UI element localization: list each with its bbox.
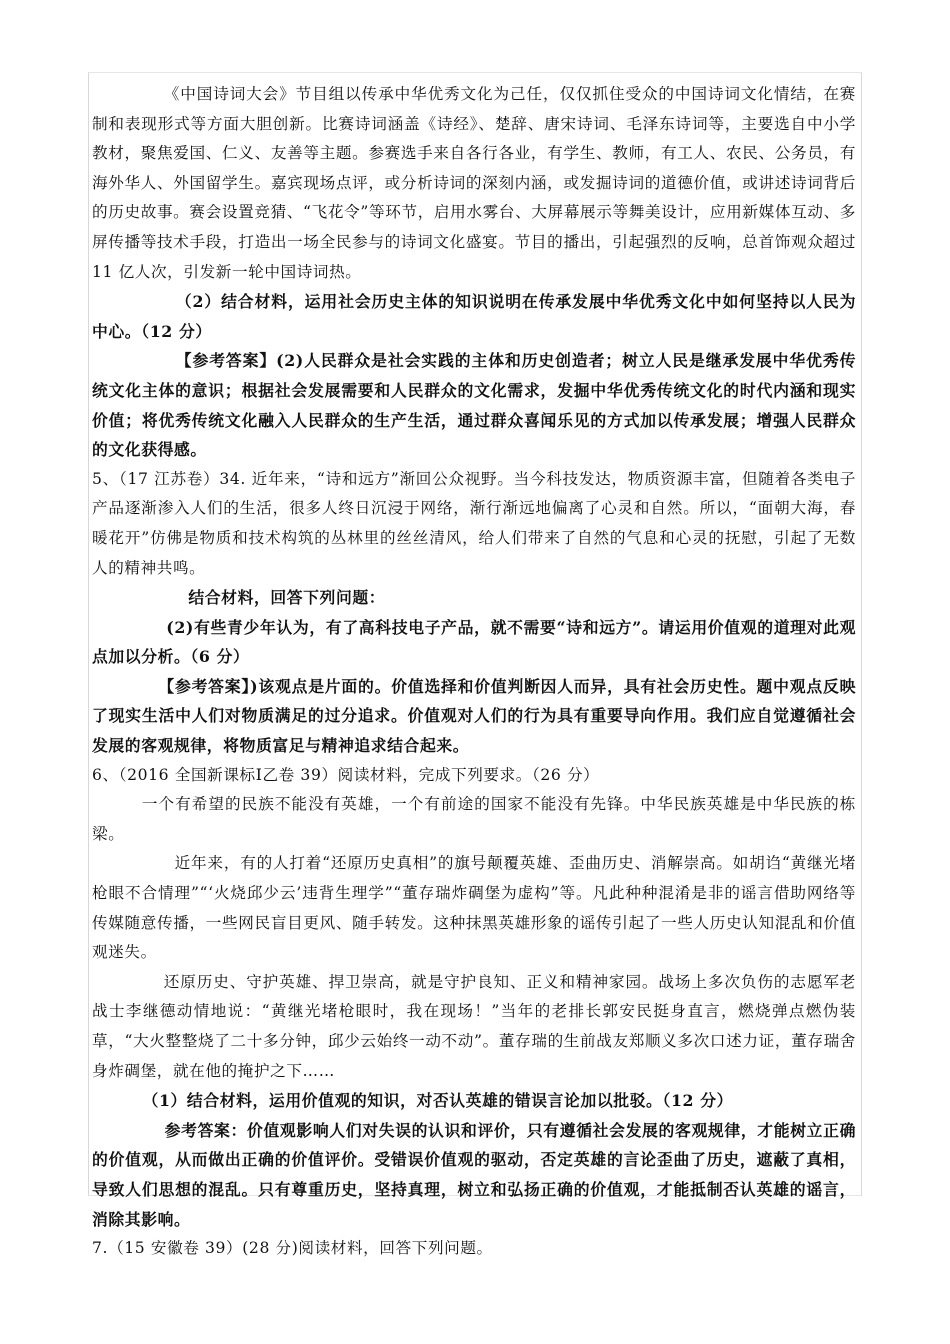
question-7-header: 7.（15 安徽卷 39）(28 分)阅读材料，回答下列问题。 bbox=[92, 1239, 493, 1258]
question-2: （2）结合材料，运用社会历史主体的知识说明在传承发展中华优秀文化中如何坚持以人民为中心。（12 分） bbox=[92, 292, 856, 341]
document-body bbox=[92, 80, 856, 1264]
question-5-material: 5、（17 江苏卷）34. 近年来，“诗和远方”渐回公众视野。当今科技发达，物质资源丰富，但随着各类电子产品逐渐渗入人们的生活，很多人终日沉浸于网络，渐行渐远地偏离了心灵和自然。所以，“面朝大海，春暖花开”仿佛是物质和技术构筑的丛林里的丝丝清风，给人们带来了自然的气息和心灵的抚慰，引起了无数人的精神共鸣。 bbox=[92, 469, 856, 577]
question-6-material-3: 还原历史、守护英雄、捍卫崇高，就是守护良知、正义和精神家园。战场上多次负伤的志愿军老战士李继德动情地说：“黄继光堵枪眼时，我在现场！”当年的老排长郭安民挺身直言，燃烧弹点燃伪装草，“大火整整烧了二十多分钟，邱少云始终一动不动”。董存瑞的生前战友郑顺义多次口述力证，董存瑞舍身炸碉堡，就在他的掩护之下…… bbox=[92, 972, 856, 1080]
question-5-sub2: (2)有些青少年认为，有了高科技电子产品，就不需要“诗和远方”。请运用价值观的道理对此观点加以分析。（6 分） bbox=[92, 617, 856, 667]
answer-5: 【参考答案】)该观点是片面的。价值选择和价值判断因人而异，具有社会历史性。题中观点反映了现实生活中人们对物质满足的过分追求。价值观对人们的行为具有重要导向作用。我们应自觉遵循社会发展的客观规律，将物质富足与精神追求结合起来。 bbox=[92, 676, 856, 756]
question-6-header: 6、（2016 全国新课标Ⅰ乙卷 39）阅读材料，完成下列要求。（26 分） bbox=[92, 765, 600, 784]
question-6-sub1: （1）结合材料，运用价值观的知识，对否认英雄的错误言论加以批驳。（12 分） bbox=[142, 1091, 734, 1111]
answer-2: 【参考答案】(2)人民群众是社会实践的主体和历史创造者；树立人民是继承发展中华优秀传统文化主体的意识；根据社会发展需要和人民群众的文化需求，发掘中华优秀传统文化的时代内涵和现实价值；将优秀传统文化融入人民群众的生产生活，通过群众喜闻乐见的方式加以传承发展；增强人民群众的文化获得感。 bbox=[92, 351, 856, 460]
answer-6: 参考答案：价值观影响人们对失误的认识和评价，只有遵循社会发展的客观规律，才能树立正确的价值观，从而做出正确的价值评价。受错误价值观的驱动，否定英雄的言论歪曲了历史，遮蔽了真相，导致人们思想的混乱。只有尊重历史，坚持真理，树立和弘扬正确的价值观，才能抵制否认英雄的谣言，消除其影响。 bbox=[92, 1120, 856, 1229]
question-6-material-2: 近年来，有的人打着“还原历史真相”的旗号颠覆英雄、歪曲历史、消解崇高。如胡诌“黄继光堵枪眼不合情理”“‘火烧邱少云’违背生理学”“董存瑞炸碉堡为虚构”等。凡此种种混淆是非的谣言借助网络等传媒随意传播，一些网民盲目更风、随手转发。这种抹黑英雄形象的谣传引起了一些人历史认知混乱和价值观迷失。 bbox=[92, 854, 856, 962]
material-paragraph: 《中国诗词大会》节目组以传承中华优秀文化为己任，仅仅抓住受众的中国诗词文化情结，在赛制和表现形式等方面大胆创新。比赛诗词涵盖《诗经》、楚辞、唐宋诗词、毛泽东诗词等，主要选自中小学教材，聚焦爱国、仁义、友善等主题。参赛选手来自各行各业，有学生、教师，有工人、农民、公务员，有海外华人、外国留学生。嘉宾现场点评，或分析诗词的深刻内涵，或发掘诗词的道德价值，或讲述诗词背后的历史故事。赛会设置竞猜、“飞花令”等环节，启用水雾台、大屏幕展示等舞美设计，应用新媒体互动、多屏传播等技术手段，打造出一场全民参与的诗词文化盛宴。节目的播出，引起强烈的反响，总首饰观众超过 11 亿人次，引发新一轮中国诗词热。 bbox=[92, 85, 856, 281]
question-5-prompt: 结合材料，回答下列问题： bbox=[188, 588, 386, 608]
question-6-material-1: 一个有希望的民族不能没有英雄，一个有前途的国家不能没有先锋。中华民族英雄是中华民族的栋梁。 bbox=[92, 795, 856, 843]
